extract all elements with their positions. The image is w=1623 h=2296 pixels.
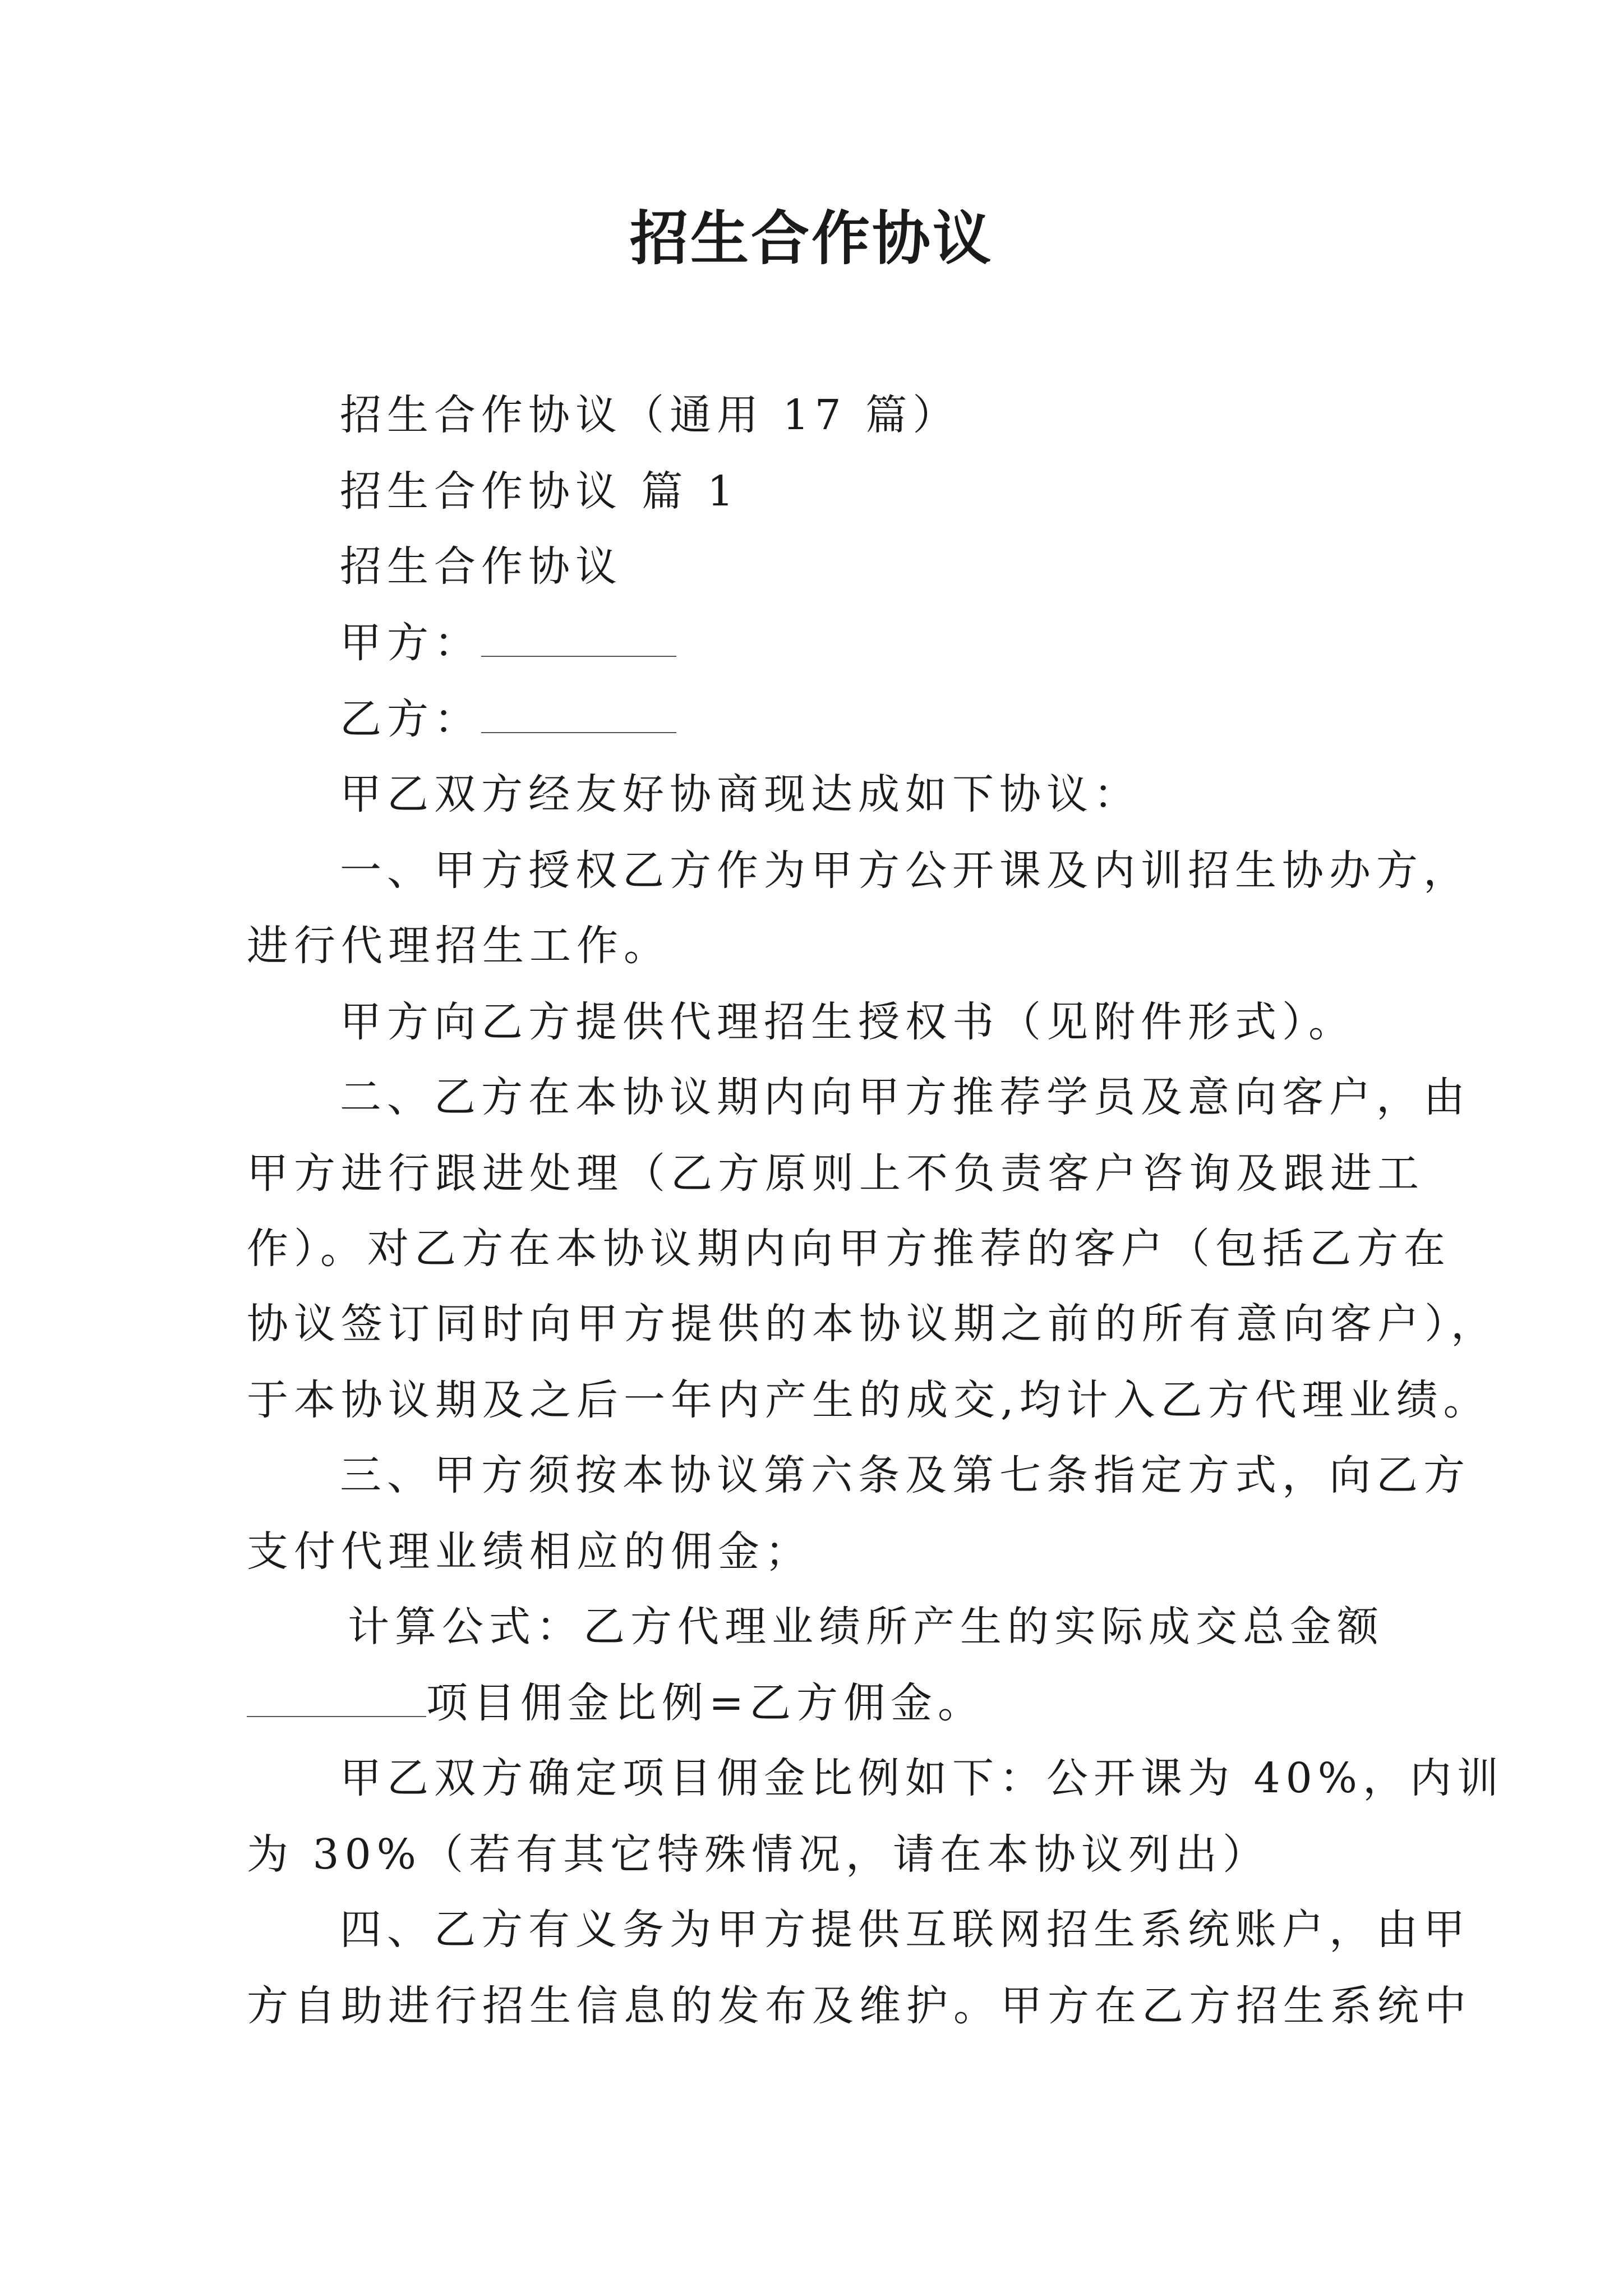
paragraph-line: 方自助进行招生信息的发布及维护。甲方在乙方招生系统中 <box>247 1982 1472 2030</box>
paragraph-line: 一、甲方授权乙方作为甲方公开课及内训招生协办方， <box>340 846 1470 895</box>
paragraph-line: 二、乙方在本协议期内向甲方推荐学员及意向客户，由 <box>340 1073 1470 1121</box>
paragraph-line: 招生合作协议 <box>340 542 623 591</box>
document-title: 招生合作协议 <box>629 204 993 273</box>
party-a-label: 甲方： <box>340 619 481 667</box>
paragraph-line: 招生合作协议（通用 17 篇） <box>340 391 960 439</box>
party-b-label: 乙方： <box>340 695 481 743</box>
party-b-row <box>340 691 676 747</box>
formula-row <box>247 1675 985 1731</box>
paragraph-line: 支付代理业绩相应的佣金； <box>247 1527 812 1576</box>
formula-text: 项目佣金比例=乙方佣金。 <box>426 1679 985 1727</box>
paragraph-line: 甲乙双方确定项目佣金比例如下：公开课为 40%，内训 <box>340 1754 1504 1802</box>
paragraph-line: 招生合作协议 篇 1 <box>340 467 740 516</box>
paragraph-line: 四、乙方有义务为甲方提供互联网招生系统账户，由甲 <box>340 1906 1470 1954</box>
paragraph-line: 甲乙双方经友好协商现达成如下协议： <box>340 770 1141 818</box>
paragraph-line: 三、甲方须按本协议第六条及第七条指定方式，向乙方 <box>340 1451 1470 1499</box>
paragraph-line: 于本协议期及之后一年内产生的成交,均计入乙方代理业绩。 <box>247 1376 1491 1424</box>
paragraph-line: 协议签订同时向甲方提供的本协议期之前的所有意向客户）， <box>247 1300 1498 1348</box>
formula-blank <box>247 1681 426 1717</box>
paragraph-line: 甲方向乙方提供代理招生授权书（见附件形式）。 <box>340 998 1355 1046</box>
paragraph-line: 进行代理招生工作。 <box>247 922 671 970</box>
paragraph-line: 甲方进行跟进处理（乙方原则上不负责客户咨询及跟进工 <box>247 1149 1424 1198</box>
party-b-blank <box>481 697 676 733</box>
party-a-blank <box>481 621 676 657</box>
paragraph-line: 计算公式：乙方代理业绩所产生的实际成交总金额 <box>348 1603 1384 1651</box>
party-a-row <box>340 615 676 671</box>
paragraph-line: 作）。对乙方在本协议期内向甲方推荐的客户（包括乙方在 <box>247 1225 1451 1273</box>
paragraph-line: 为 30%（若有其它特殊情况，请在本协议列出） <box>247 1830 1270 1879</box>
